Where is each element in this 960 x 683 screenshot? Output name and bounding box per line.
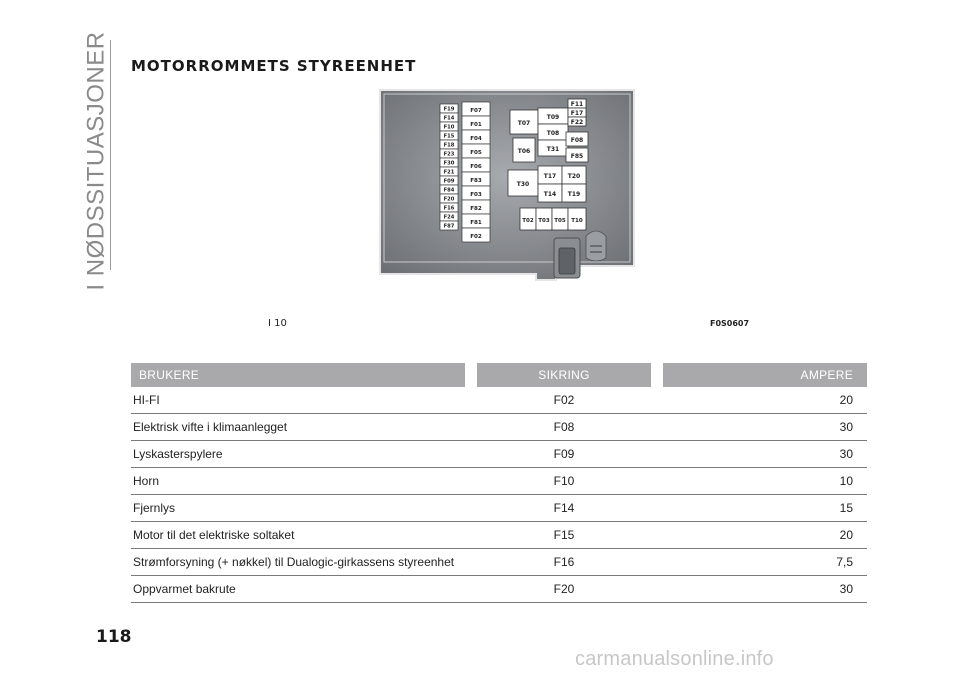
fuse-label: F16 <box>443 205 455 212</box>
svg-text:F22: F22 <box>570 119 584 126</box>
relay-row-bottom <box>520 208 586 230</box>
relay-t31 <box>538 140 568 156</box>
fuse-label: F83 <box>470 178 482 185</box>
cell-fuse: F09 <box>471 441 657 468</box>
svg-text:F08: F08 <box>570 137 584 144</box>
svg-text:T07: T07 <box>517 120 531 127</box>
cell-amps: 10 <box>657 468 867 495</box>
figure-code: F0S0607 <box>710 319 750 328</box>
fuse-box-figure <box>376 88 638 298</box>
cell-amps: 30 <box>657 576 867 603</box>
cell-fuse: F20 <box>471 576 657 603</box>
svg-text:T02: T02 <box>522 218 534 224</box>
chapter-title: I NØDSSITUASJONER <box>83 31 111 291</box>
svg-text:T03: T03 <box>538 218 550 224</box>
fuse-label: F24 <box>443 214 455 221</box>
fuse-label: F21 <box>443 169 455 176</box>
svg-text:T17: T17 <box>543 173 557 180</box>
relay-t07 <box>510 110 538 134</box>
cell-fuse: F14 <box>471 495 657 522</box>
fuse-label: F20 <box>443 196 455 203</box>
cell-user: Horn <box>131 468 471 495</box>
side-divider <box>110 40 111 270</box>
cell-user: Motor til det elektriske soltaket <box>131 522 471 549</box>
table-row <box>131 495 867 522</box>
svg-text:T08: T08 <box>546 130 560 137</box>
cell-amps: 20 <box>657 387 867 414</box>
table-row <box>131 441 867 468</box>
fuse-stack-top-right <box>568 99 586 126</box>
svg-text:T06: T06 <box>517 148 531 155</box>
fuse-label: F05 <box>470 150 482 157</box>
svg-text:T05: T05 <box>554 218 566 224</box>
cell-fuse: F02 <box>471 387 657 414</box>
fuse-label: F06 <box>470 164 482 171</box>
relay-t09 <box>538 108 568 124</box>
relay-t08 <box>538 124 568 140</box>
fuse-label: F82 <box>470 206 482 213</box>
fuse-label: F02 <box>470 234 482 241</box>
header-users: BRUKERE <box>131 363 471 387</box>
header-amps: AMPERE <box>657 363 867 387</box>
svg-text:F85: F85 <box>570 153 584 160</box>
relay-block-t17-t19 <box>538 166 586 202</box>
fuse-label: F81 <box>470 220 482 227</box>
svg-text:F17: F17 <box>570 110 584 117</box>
fuse-f85 <box>566 148 588 162</box>
fuse-label: F84 <box>443 187 455 194</box>
fuse-label: F07 <box>470 108 482 115</box>
table-row <box>131 468 867 495</box>
fuse-label: F23 <box>443 151 455 158</box>
page-number: 118 <box>96 627 132 647</box>
fuse-label: F14 <box>443 115 455 122</box>
watermark-text: carmanualsonline.info <box>575 648 774 670</box>
fuse-middle-column <box>462 102 490 242</box>
svg-text:F11: F11 <box>570 101 584 108</box>
header-fuse: SIKRING <box>471 363 657 387</box>
table-row <box>131 522 867 549</box>
relay-t06 <box>513 138 535 162</box>
cell-fuse: F15 <box>471 522 657 549</box>
cell-user: Oppvarmet bakrute <box>131 576 471 603</box>
chapter-side-tab <box>83 31 111 291</box>
cell-user: Strømforsyning (+ nøkkel) til Dualogic-girkassens styreenhet <box>131 549 471 576</box>
table-row <box>131 576 867 603</box>
table-row <box>131 549 867 576</box>
fuse-label: F18 <box>443 142 455 149</box>
svg-text:T09: T09 <box>546 114 560 121</box>
fuse-table <box>131 363 867 603</box>
svg-text:T30: T30 <box>516 181 530 188</box>
fuse-label: F01 <box>470 122 482 129</box>
cell-amps: 30 <box>657 414 867 441</box>
svg-text:T19: T19 <box>567 191 581 198</box>
cell-fuse: F16 <box>471 549 657 576</box>
svg-text:T31: T31 <box>546 146 560 153</box>
svg-text:T14: T14 <box>543 191 557 198</box>
table-row <box>131 414 867 441</box>
fuse-label: F30 <box>443 160 455 167</box>
cell-amps: 20 <box>657 522 867 549</box>
fuse-label: F19 <box>443 106 455 113</box>
cell-fuse: F10 <box>471 468 657 495</box>
cell-amps: 7,5 <box>657 549 867 576</box>
fuse-label: F03 <box>470 192 482 199</box>
cell-user: Fjernlys <box>131 495 471 522</box>
cell-amps: 30 <box>657 441 867 468</box>
table-header-row <box>131 363 867 387</box>
fuse-label: F09 <box>443 178 455 185</box>
fuse-left-column <box>440 104 458 230</box>
cell-user: HI-FI <box>131 387 471 414</box>
svg-text:T20: T20 <box>567 173 581 180</box>
cell-user: Elektrisk vifte i klimaanlegget <box>131 414 471 441</box>
cell-amps: 15 <box>657 495 867 522</box>
svg-text:T10: T10 <box>571 218 583 224</box>
fuse-box-diagram <box>376 88 638 298</box>
fuse-label: F10 <box>443 124 455 131</box>
fuse-label: F87 <box>443 223 455 230</box>
cell-user: Lyskasterspylere <box>131 441 471 468</box>
section-title: MOTORROMMETS STYREENHET <box>131 57 417 75</box>
cell-fuse: F08 <box>471 414 657 441</box>
relay-t30 <box>508 170 538 196</box>
fuse-f08 <box>566 132 588 146</box>
fuse-label: F15 <box>443 133 455 140</box>
figure-label: I 10 <box>268 318 287 329</box>
fuse-label: F04 <box>470 136 482 143</box>
table-row <box>131 387 867 414</box>
